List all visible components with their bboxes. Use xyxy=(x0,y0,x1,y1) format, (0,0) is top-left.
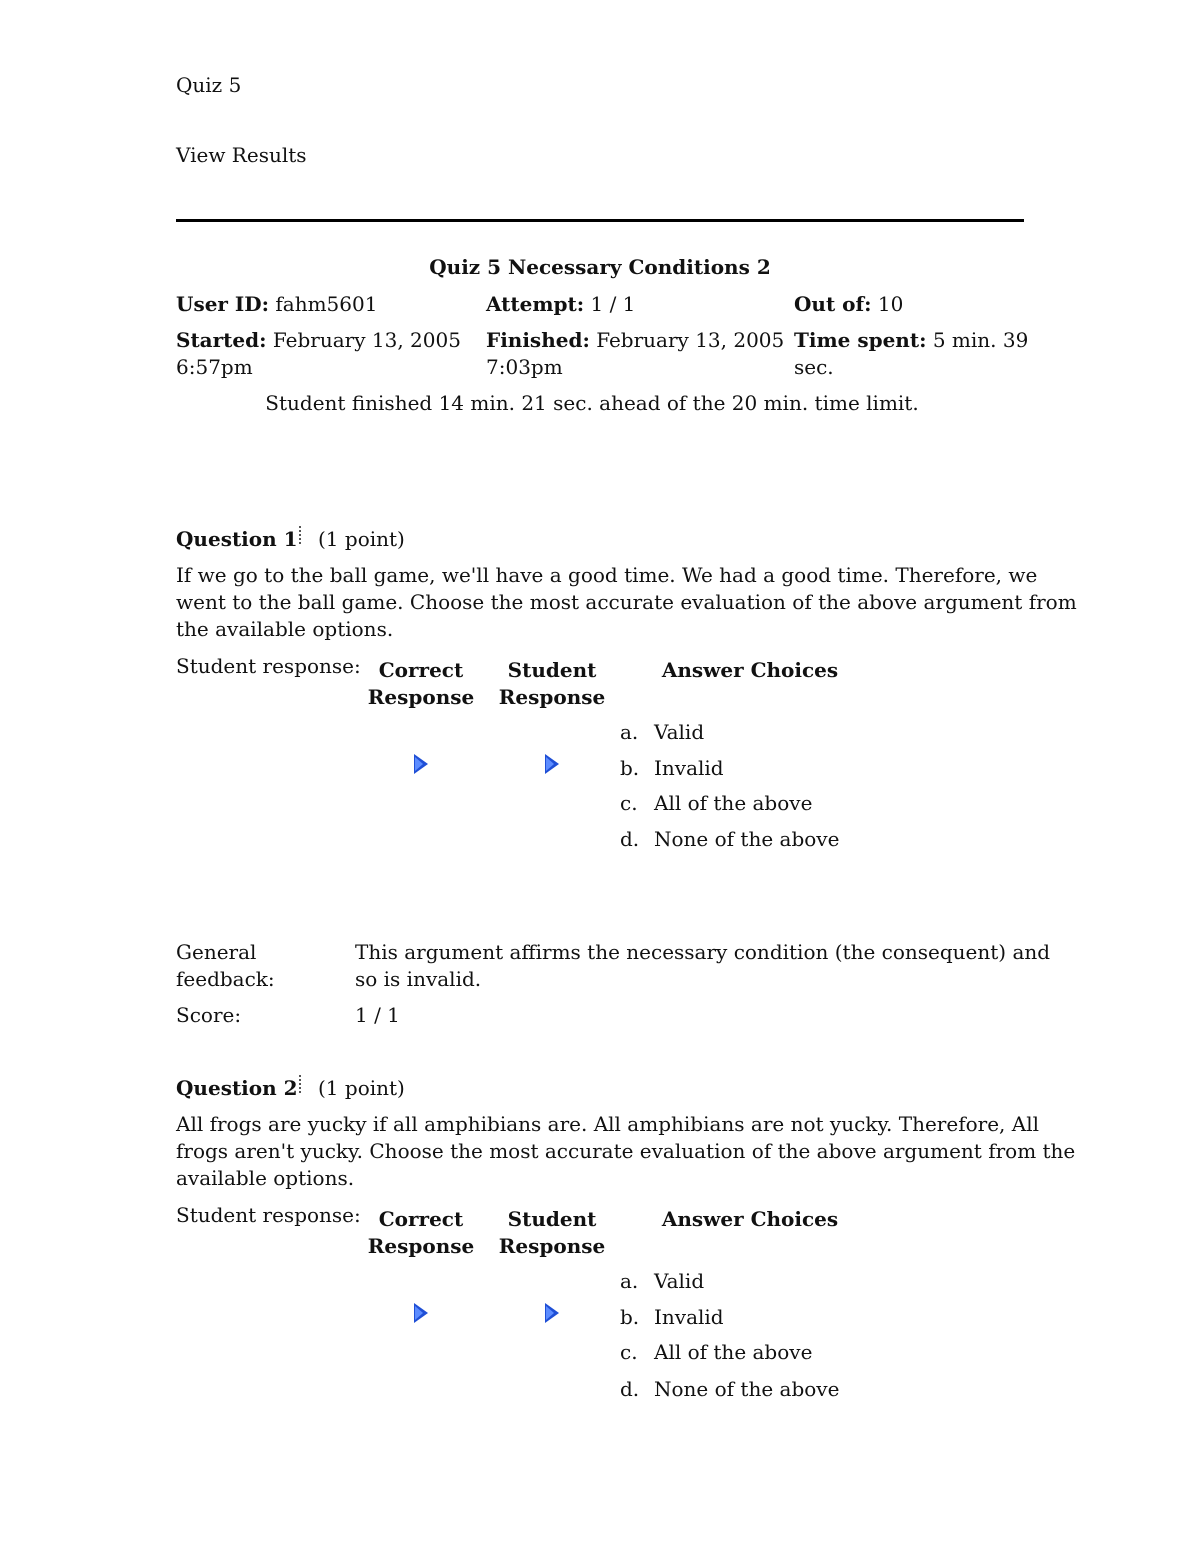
choice-text: Valid xyxy=(654,1269,705,1293)
choice-text: Invalid xyxy=(654,756,724,780)
choice-letter: c. xyxy=(620,791,638,815)
score-value: 1 / 1 xyxy=(355,1003,400,1027)
attempt-label: Attempt: xyxy=(486,292,585,316)
general-feedback-text xyxy=(355,939,1050,993)
choice-letter: a. xyxy=(620,1269,639,1293)
student-response-header xyxy=(487,657,617,711)
student-response-label: Student response: xyxy=(176,654,361,678)
finish-note: Student finished 14 min. 21 sec. ahead of the 20 min. time limit. xyxy=(265,391,919,415)
choice-text: Invalid xyxy=(654,1305,724,1329)
feedback-label-line: feedback: xyxy=(176,967,275,991)
header-line: Correct xyxy=(378,1207,464,1231)
choice-letter: b. xyxy=(620,1305,640,1329)
horizontal-rule xyxy=(176,219,1024,222)
student-response-marker-icon xyxy=(545,1303,559,1323)
out-of-label: Out of: xyxy=(794,292,872,316)
correct-response-marker-icon xyxy=(414,754,428,774)
attempt-value: 1 / 1 xyxy=(590,292,636,316)
question-1-text-line: went to the ball game. Choose the most accurate evaluation of the above argument from xyxy=(176,590,1077,614)
question-1-label: Question 1 xyxy=(176,527,298,551)
question-2-text-line: available options. xyxy=(176,1166,355,1190)
question-1-points: (1 point) xyxy=(318,527,405,551)
started-date: February 13, 2005 xyxy=(272,328,461,352)
header-line: Response xyxy=(498,1234,606,1258)
general-feedback-label xyxy=(176,939,275,993)
out-of-value: 10 xyxy=(877,292,904,316)
question-2-label: Question 2 xyxy=(176,1076,298,1100)
page-header-title: Quiz 5 xyxy=(176,73,242,97)
user-id-field xyxy=(176,291,377,318)
time-spent-field xyxy=(794,327,1028,381)
choice-text: All of the above xyxy=(654,791,813,815)
question-2-points: (1 point) xyxy=(318,1076,405,1100)
finished-date: February 13, 2005 xyxy=(596,328,785,352)
student-response-marker-icon xyxy=(545,754,559,774)
question-1-heading xyxy=(176,526,298,553)
question-1-text-line: the available options. xyxy=(176,617,394,641)
question-2-text-line: All frogs are yucky if all amphibians are. All amphibians are not yucky. Therefore, All xyxy=(176,1112,1039,1136)
choice-letter: c. xyxy=(620,1340,638,1364)
student-response-label: Student response: xyxy=(176,1203,361,1227)
feedback-label-line: General xyxy=(176,940,257,964)
question-2-text-line: frogs aren't yucky. Choose the most accurate evaluation of the above argument from the xyxy=(176,1139,1076,1163)
answer-choices-header: Answer Choices xyxy=(661,658,839,682)
score-label: Score: xyxy=(176,1003,242,1027)
header-line: Response xyxy=(498,685,606,709)
header-line: Response xyxy=(367,685,475,709)
header-line: Student xyxy=(507,658,597,682)
started-time: 6:57pm xyxy=(176,355,253,379)
header-line: Student xyxy=(507,1207,597,1231)
correct-response-marker-icon xyxy=(414,1303,428,1323)
user-id-value: fahm5601 xyxy=(275,292,378,316)
choice-text: None of the above xyxy=(654,827,840,851)
correct-response-header xyxy=(356,657,486,711)
student-response-header xyxy=(487,1206,617,1260)
finished-label: Finished: xyxy=(486,328,590,352)
question-2-text xyxy=(176,1111,1075,1192)
header-line: Correct xyxy=(378,658,464,682)
time-spent-value-cont: sec. xyxy=(794,355,834,379)
choice-text: None of the above xyxy=(654,1377,840,1401)
attempt-field xyxy=(486,291,635,318)
dotted-separator-icon xyxy=(299,1075,301,1095)
quiz-title: Quiz 5 Necessary Conditions 2 xyxy=(429,255,771,279)
out-of-field xyxy=(794,291,903,318)
started-label: Started: xyxy=(176,328,267,352)
choice-text: Valid xyxy=(654,720,705,744)
finished-field xyxy=(486,327,784,381)
user-id-label: User ID: xyxy=(176,292,270,316)
choice-letter: a. xyxy=(620,720,639,744)
time-spent-label: Time spent: xyxy=(794,328,927,352)
choice-text: All of the above xyxy=(654,1340,813,1364)
correct-response-header xyxy=(356,1206,486,1260)
question-2-heading xyxy=(176,1075,298,1102)
answer-choices-header: Answer Choices xyxy=(661,1207,839,1231)
view-results-heading: View Results xyxy=(176,143,307,167)
time-spent-value: 5 min. 39 xyxy=(932,328,1029,352)
question-1-text xyxy=(176,562,1077,643)
choice-letter: b. xyxy=(620,756,640,780)
feedback-line: so is invalid. xyxy=(355,967,482,991)
started-field xyxy=(176,327,461,381)
choice-letter: d. xyxy=(620,827,640,851)
finished-time: 7:03pm xyxy=(486,355,563,379)
choice-letter: d. xyxy=(620,1377,640,1401)
header-line: Response xyxy=(367,1234,475,1258)
feedback-line: This argument affirms the necessary condition (the consequent) and xyxy=(355,940,1051,964)
question-1-text-line: If we go to the ball game, we'll have a good time. We had a good time. Therefore, we xyxy=(176,563,1038,587)
dotted-separator-icon xyxy=(299,526,301,546)
